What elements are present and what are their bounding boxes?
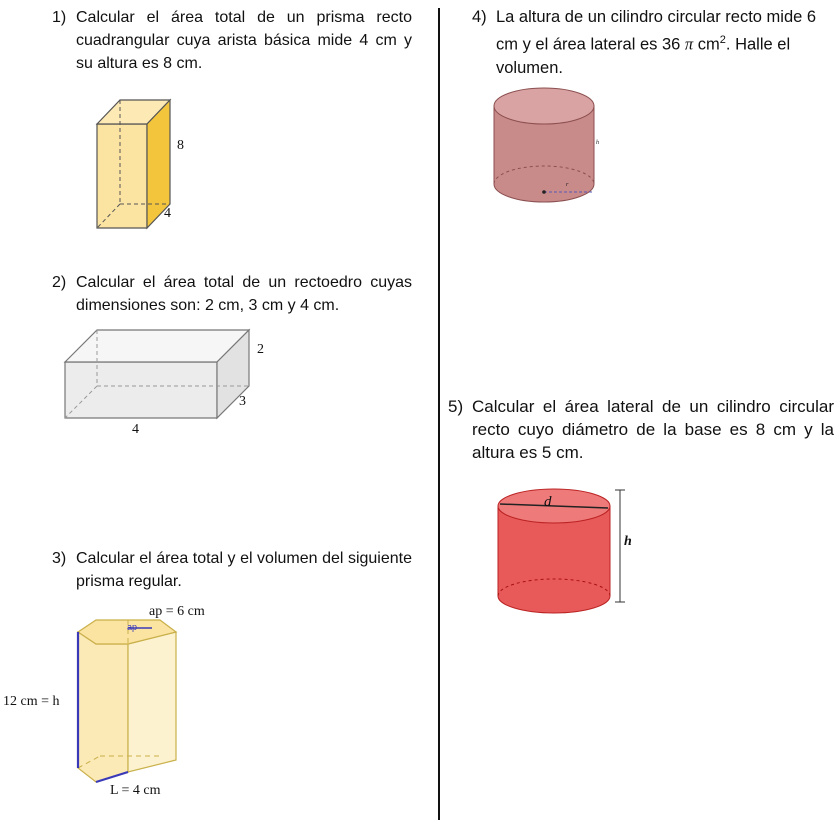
prism-height-label: 8 bbox=[177, 138, 184, 153]
cylinder-top bbox=[494, 88, 594, 124]
apothem-label: ap = 6 cm bbox=[149, 604, 205, 619]
pink-cylinder-figure bbox=[488, 80, 606, 212]
rectangular-box-figure bbox=[55, 326, 295, 444]
box-front-face bbox=[65, 362, 217, 418]
height-label: 12 cm = h bbox=[3, 694, 60, 709]
problem-1-text: Calcular el área total de un prisma recto cuadrangular cuya arista básica mide 4 cm y su altura es 8 cm. bbox=[76, 9, 412, 72]
cylinder-height-label: h bbox=[596, 140, 599, 146]
diameter-label: d bbox=[544, 494, 552, 510]
hexagonal-prism-figure bbox=[0, 600, 230, 804]
column-divider bbox=[438, 8, 440, 820]
problem-5-text: Calcular el área lateral de un cilindro circular recto cuyo diámetro de la base es 8 cm y la altura es 5 cm. bbox=[472, 397, 834, 462]
apothem-short-label: ap bbox=[127, 622, 138, 632]
problem-5-number: 5) bbox=[448, 397, 464, 416]
hex-front-right-face bbox=[128, 632, 176, 772]
problem-4-text bbox=[496, 6, 831, 80]
box-depth-label: 3 bbox=[239, 394, 246, 409]
prism-front-face bbox=[97, 124, 147, 228]
square-prism-figure bbox=[80, 90, 220, 235]
problem-3-number: 3) bbox=[52, 550, 67, 567]
problem-2-number: 2) bbox=[52, 274, 67, 291]
side-label: L = 4 cm bbox=[110, 783, 161, 798]
problem-4-text-c: . Halle el volumen. bbox=[496, 35, 791, 77]
base-center-dot bbox=[542, 190, 546, 194]
problem-4-unit-exponent: 2 bbox=[719, 34, 726, 46]
problem-3-text: Calcular el área total y el volumen del siguiente prisma regular. bbox=[76, 550, 412, 590]
red-cylinder-figure bbox=[490, 484, 640, 620]
problem-1-number: 1) bbox=[52, 9, 67, 26]
hex-front-left-face bbox=[78, 632, 128, 782]
problem-4-number: 4) bbox=[472, 8, 487, 26]
box-height-label: 2 bbox=[257, 342, 264, 357]
prism-base-label: 4 bbox=[164, 206, 171, 221]
problem-2-text: Calcular el área total de un rectoedro cuyas dimensiones son: 2 cm, 3 cm y 4 cm. bbox=[76, 274, 412, 314]
problem-4-text-a: La altura de un cilindro circular recto mide 6 cm y el área lateral es 36 bbox=[496, 8, 817, 54]
height-label: h bbox=[624, 534, 632, 549]
problem-4-unit: cm bbox=[693, 35, 720, 54]
cylinder-radius-label: r bbox=[566, 182, 569, 188]
pi-symbol: π bbox=[684, 34, 694, 54]
box-length-label: 4 bbox=[132, 422, 139, 437]
